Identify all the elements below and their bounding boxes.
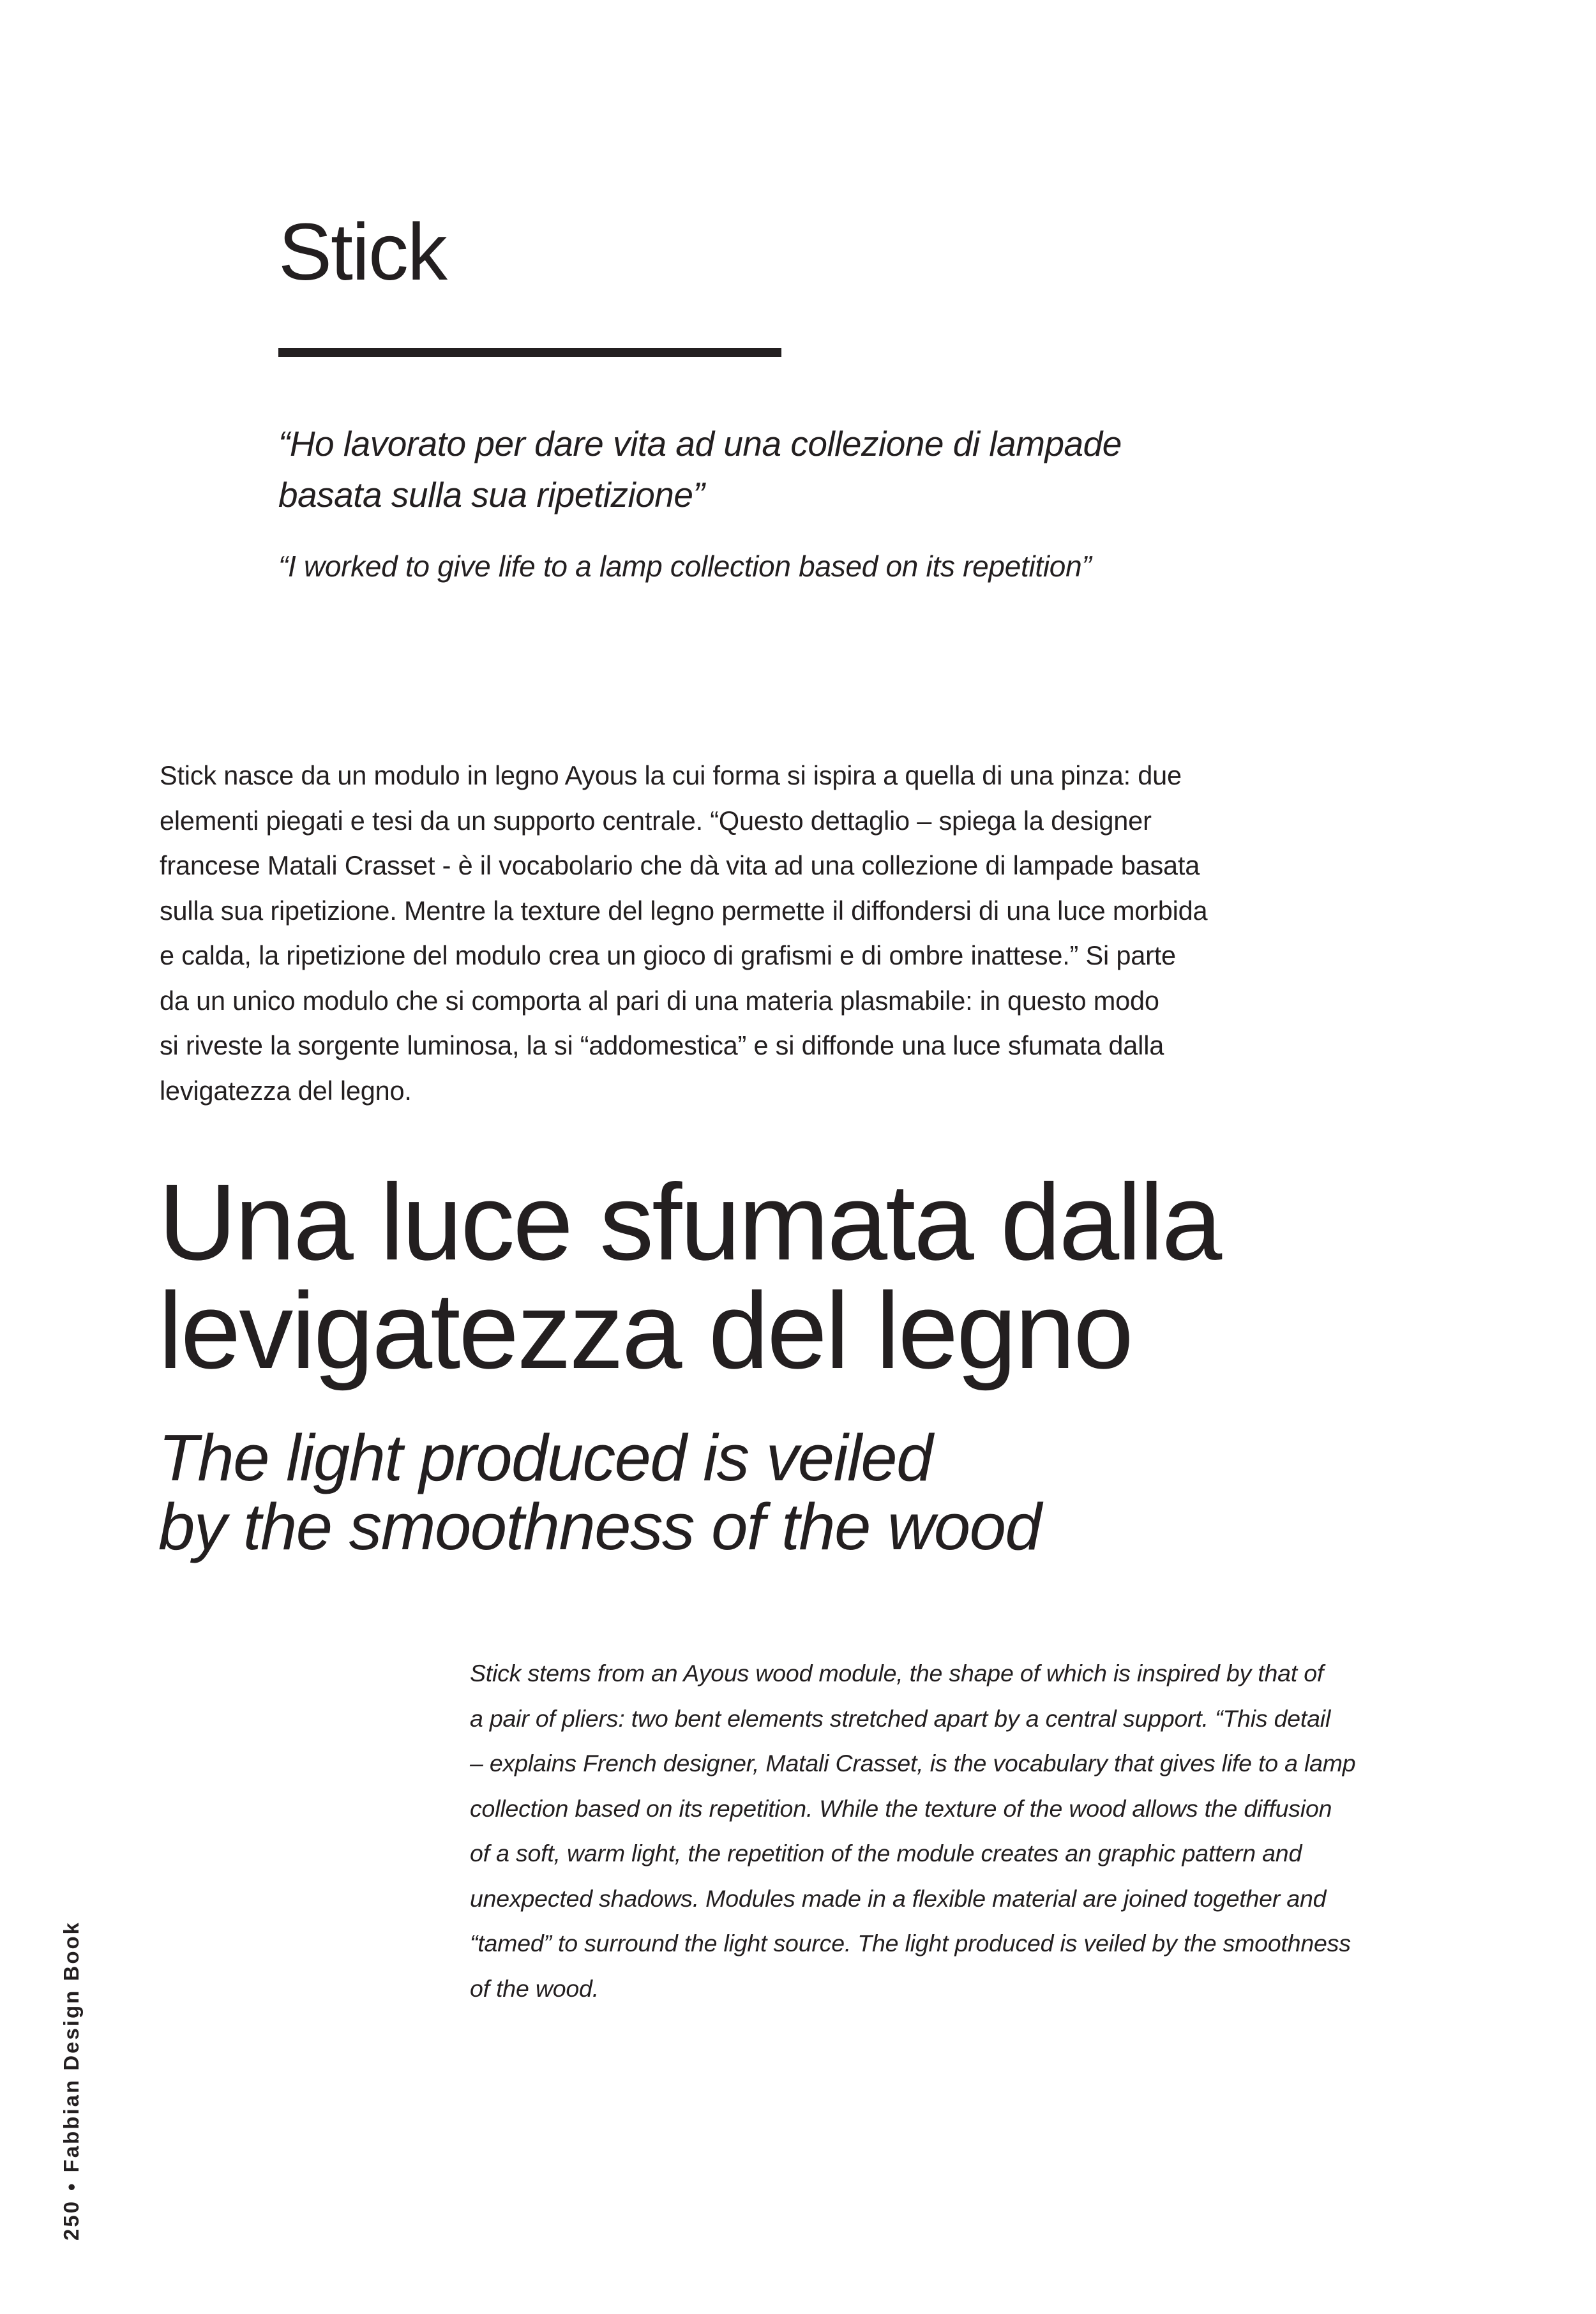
quote-italian-line: “Ho lavorato per dare vita ad una collezione di lampade	[278, 424, 1122, 463]
body-italian-line: si riveste la sorgente luminosa, la si “addomestica” e si diffonde una luce sfumata dalla	[160, 1030, 1164, 1060]
body-english-line: a pair of pliers: two bent elements stretched apart by a central support. “This detail	[470, 1704, 1331, 1732]
body-italian-line: e calda, la ripetizione del modulo crea un gioco di grafismi e di ombre inattese.” Si parte	[160, 940, 1176, 970]
page-number: 250	[59, 2199, 83, 2241]
body-english-line: – explains French designer, Matali Crasset, is the vocabulary that gives life to a lamp	[470, 1750, 1356, 1777]
quote-italian	[278, 418, 1364, 520]
headline-italian-line: Una luce sfumata dalla	[158, 1162, 1221, 1283]
body-english-line: unexpected shadows. Modules made in a flexible material are joined together and	[470, 1884, 1327, 1912]
footer-separator: •	[59, 2181, 83, 2191]
headline-italian-line: levigatezza del legno	[158, 1270, 1132, 1392]
headline-english-line: by the smoothness of the wood	[158, 1490, 1041, 1563]
body-text-italian	[160, 753, 1360, 1113]
body-english-line: “tamed” to surround the light source. The light produced is veiled by the smoothness	[470, 1930, 1351, 1957]
headline-english-line: The light produced is veiled	[158, 1421, 932, 1494]
quote-english: “I worked to give life to a lamp collection based on its repetition”	[278, 550, 1092, 583]
body-english-line: Stick stems from an Ayous wood module, the shape of which is inspired by that of	[470, 1660, 1324, 1687]
body-english-line: of a soft, warm light, the repetition of the module creates an graphic pattern and	[470, 1840, 1302, 1867]
body-text-english	[470, 1651, 1491, 2011]
body-italian-line: da un unico modulo che si comporta al pari di una materia plasmabile: in questo modo	[160, 985, 1159, 1016]
body-italian-line: sulla sua ripetizione. Mentre la texture del legno permette il diffondersi di una luce morbida	[160, 895, 1208, 926]
body-italian-line: Stick nasce da un modulo in legno Ayous la cui forma si ispira a quella di una pinza: due	[160, 760, 1182, 790]
body-italian-line: levigatezza del legno.	[160, 1075, 412, 1106]
quote-italian-line: basata sulla sua ripetizione”	[278, 475, 705, 515]
body-english-line: collection based on its repetition. While the texture of the wood allows the diffusion	[470, 1794, 1332, 1822]
headline-italian	[158, 1162, 1499, 1392]
title-rule	[278, 348, 781, 357]
page-footer	[59, 1921, 84, 2241]
body-english-line: of the wood.	[470, 1974, 599, 2002]
headline-english	[158, 1421, 1499, 1563]
book-title: Fabbian Design Book	[59, 1921, 83, 2173]
body-italian-line: francese Matali Crasset - è il vocabolario che dà vita ad una collezione di lampade basata	[160, 850, 1200, 880]
body-italian-line: elementi piegati e tesi da un supporto centrale. “Questo dettaglio – spiega la designer	[160, 805, 1152, 836]
page-title: Stick	[278, 207, 447, 297]
